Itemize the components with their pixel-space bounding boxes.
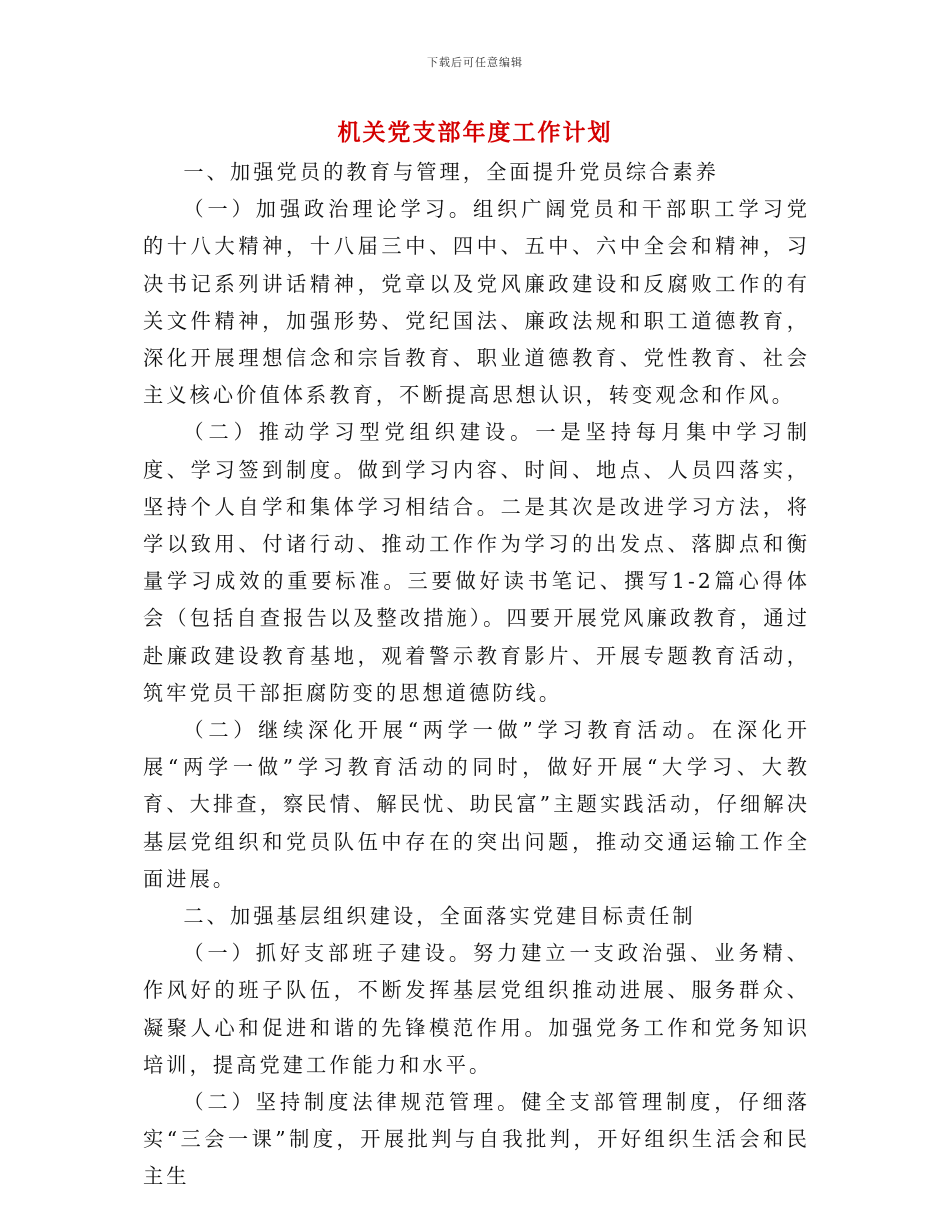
- paragraph-2-2: （二）坚持制度法律规范管理。健全支部管理制度，仔细落实“三会一课”制度，开展批判与自我批判，开好组织生活会和民主生: [143, 1090, 810, 1189]
- paragraph-1-3: （二）继续深化开展“两学一做”学习教育活动。在深化开展“两学一做”学习教育活动的同时，做好开展“大学习、大教育、大排查，察民情、解民忧、助民富”主题实践活动，仔细解决基层党组织和党员队伍中存在的突出问题，推动交通运输工作全面进展。: [143, 718, 810, 891]
- document-body: [143, 154, 810, 1196]
- page-header-note: 下载后可任意编辑: [427, 56, 523, 69]
- paragraph-1-1: （一）加强政治理论学习。组织广阔党员和干部职工学习党的十八大精神，十八届三中、四中、五中、六中全会和精神，习决书记系列讲话精神，党章以及党风廉政建设和反腐败工作的有关文件精神，加强形势、党纪国法、廉政法规和职工道德教育，深化开展理想信念和宗旨教育、职业道德教育、党性教育、社会主义核心价值体系教育，不断提高思想认识，转变观念和作风。: [143, 197, 810, 408]
- document-title: 机关党支部年度工作计划: [337, 119, 613, 146]
- section-heading-2: 二、加强基层组织建设，全面落实党建目标责任制: [183, 904, 696, 929]
- section-heading-1: 一、加强党员的教育与管理，全面提升党员综合素养: [183, 160, 720, 184]
- paragraph-1-2: （二）推动学习型党组织建设。一是坚持每月集中学习制度、学习签到制度。做到学习内容、时间、地点、人员四落实，坚持个人自学和集体学习相结合。二是其次是改进学习方法，将学以致用、付诸行动、推动工作作为学习的出发点、落脚点和衡量学习成效的重要标准。三要做好读书笔记、撰写1-2篇心得体会（包括自查报告以及整改措施）。四要开展党风廉政教育，通过赴廉政建设教育基地，观着警示教育影片、开展专题教育活动，筑牢党员干部拒腐防变的思想道德防线。: [143, 420, 810, 705]
- paragraph-2-1: （一）抓好支部班子建设。努力建立一支政治强、业务精、作风好的班子队伍，不断发挥基层党组织推动进展、服务群众、凝聚人心和促进和谐的先锋模范作用。加强党务工作和党务知识培训，提高党建工作能力和水平。: [143, 941, 810, 1077]
